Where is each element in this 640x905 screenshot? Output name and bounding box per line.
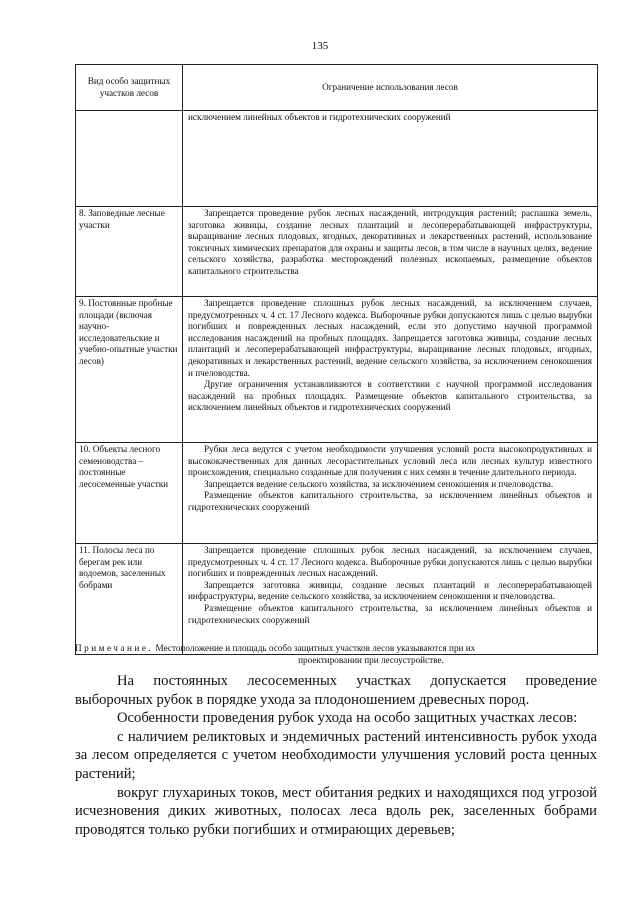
restriction-paragraph: Запрещается проведение сплошных рубок лесных насаждений, за исключением случаев, предусмотренных ч. 4 ст. 17 Лесного кодекса. Выборочные рубки допускаются лишь с целью вырубки погибших и поврежденных лесных насаждений, если это допустимо научной программой исследования насаждений на пробных площадях. Запрещается заготовка живицы, создание лесных плантаций и лесоперерабатывающей инфраструктуры, выращивание лесных плодовых, ягодных, декоративных и лекарственных растений, ведение сельского хозяйства, за исключением сенокошения и пчеловодства. bbox=[188, 298, 592, 378]
restriction-cell bbox=[183, 111, 598, 207]
forest-restrictions-table bbox=[75, 64, 598, 655]
area-type-cell: 11. Полосы леса по берегам рек или водоемов, заселенных бобрами bbox=[76, 544, 183, 655]
area-type-cell bbox=[76, 111, 183, 207]
note-text-line1: Местоположение и площадь особо защитных участков лесов указываются при их bbox=[155, 643, 476, 653]
restriction-paragraph: Запрещается ведение сельского хозяйства, за исключением сенокошения и пчеловодства. bbox=[204, 478, 554, 489]
header-protected-area-type: Вид особо защитных участков лесов bbox=[76, 65, 183, 111]
body-paragraph: с наличием реликтовых и эндемичных растений интенсивность рубок ухода за лесом определяется с учетом необходимости улучшения условий роста ценных растений; bbox=[75, 728, 597, 782]
header-usage-restriction: Ограничение использования лесов bbox=[183, 65, 598, 111]
restriction-paragraph: Рубки леса ведутся с учетом необходимости улучшения условий роста высокопродуктивных и высококачественных для данных лесорастительных условий леса или лесных культур известного происхождения, специально созданные для получения с них семян в течение длительного периода. bbox=[188, 444, 592, 478]
table-row bbox=[76, 544, 598, 655]
body-paragraph: Особенности проведения рубок ухода на особо защитных участках лесов: bbox=[117, 710, 578, 727]
restriction-paragraph: Размещение объектов капитального строительства, за исключением линейных объектов и гидротехнических сооружений bbox=[188, 490, 592, 512]
restriction-cell bbox=[183, 544, 598, 655]
page-number: 135 bbox=[311, 40, 329, 52]
restriction-cell bbox=[183, 207, 598, 297]
area-type-cell: 8. Заповедные лесные участки bbox=[76, 207, 183, 297]
table-row bbox=[76, 443, 598, 544]
restriction-paragraph: Запрещается заготовка живицы, создание лесных плантаций и лесоперерабатывающей инфраструктуры, ведение сельского хозяйства, за исключением сенокошения и пчеловодства. bbox=[188, 579, 592, 602]
body-paragraph: На постоянных лесосеменных участках допускается проведение выборочных рубок в порядке ухода за плодоношением древесных пород. bbox=[75, 673, 597, 708]
table-row bbox=[76, 207, 598, 297]
body-text bbox=[75, 672, 597, 839]
restriction-paragraph: Другие ограничения устанавливаются в соответствии с научной программой исследования насаждений на пробных площадях. Размещение объектов капитального строительства, за исключением линейных объектов и гидротехнических сооружений bbox=[188, 379, 592, 413]
restriction-paragraph: Размещение объектов капитального строительства, за исключением линейных объектов и гидротехнических сооружений bbox=[188, 602, 592, 625]
table-row bbox=[76, 297, 598, 443]
body-paragraph: вокруг глухариных токов, мест обитания редких и находящихся под угрозой исчезновения диких животных, полосах леса вдоль рек, заселенных бобрами проводятся только рубки погибших и отмирающих деревьев; bbox=[75, 784, 597, 838]
restriction-cell bbox=[183, 297, 598, 443]
table-row bbox=[76, 111, 598, 207]
restriction-cell bbox=[183, 443, 598, 544]
table-note bbox=[75, 643, 597, 666]
area-type-cell: 9. Постоянные пробные площади (включая научно-исследовательские и учебно-опытные участки лесов) bbox=[76, 297, 183, 443]
restriction-paragraph: исключением линейных объектов и гидротехнических сооружений bbox=[188, 112, 451, 122]
area-type-cell: 10. Объекты лесного семеноводства – постоянные лесосеменные участки bbox=[76, 443, 183, 544]
note-label: Примечание. bbox=[75, 643, 154, 653]
note-text-line2: проектировании при лесоустройстве. bbox=[298, 654, 444, 665]
restriction-paragraph: Запрещается проведение сплошных рубок лесных насаждений, за исключением случаев, предусмотренных ч. 4 ст. 17 Лесного кодекса. Выборочные рубки допускаются лишь с целью вырубки погибших и поврежденных лесных насаждений. bbox=[188, 545, 592, 579]
table-header-row bbox=[76, 65, 598, 111]
restriction-paragraph: Запрещается проведение рубок лесных насаждений, интродукция растений; распашка земель, заготовка живицы, создание лесных плантаций и лесоперерабатывающей инфраструктуры, выращивание лесных плодовых, ягодных, декоративных и лекарственных растений, использование токсичных химических препаратов для охраны и защиты лесов, в том числе в научных целях, ведение сельского хозяйства, разработка месторождений полезных ископаемых, размещение объектов капитального строительства bbox=[188, 208, 592, 276]
